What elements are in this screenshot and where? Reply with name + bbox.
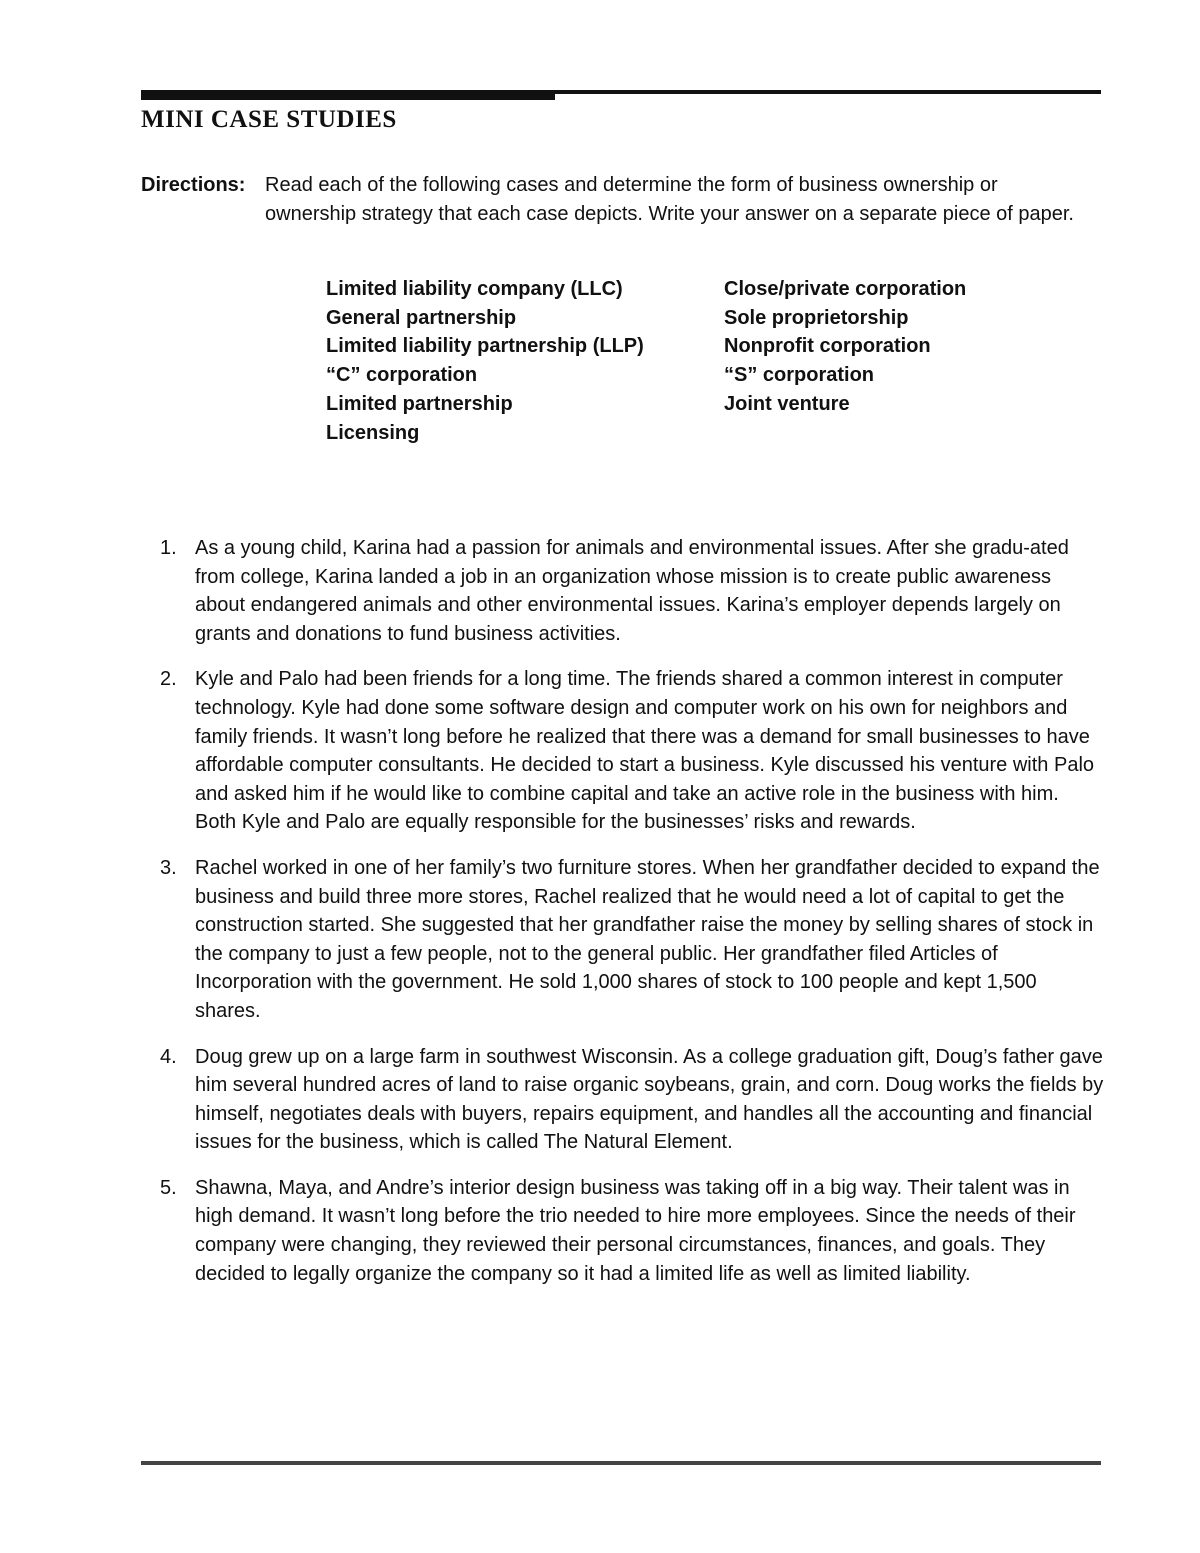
case-text: Shawna, Maya, and Andre’s interior design business was taking off in a big way. Their talent was in high demand. It wasn’t long before the trio needed to hire more employees. Since the needs of their company were changing, they reviewed their personal circumstances, finances, and goals. They decided to legally organize the company so it had a limited life as well as limited liability.	[195, 1176, 1076, 1285]
case-item	[160, 534, 1105, 648]
option-item: “S” corporation	[724, 364, 875, 387]
page-title: MINI CASE STUDIES	[141, 106, 397, 133]
case-number: 3.	[160, 856, 177, 879]
case-number: 2.	[160, 668, 177, 691]
options-column-left	[326, 275, 644, 447]
case-list	[160, 534, 1105, 1305]
option-item: Close/private corporation	[724, 278, 967, 300]
case-item	[160, 1174, 1105, 1288]
options-column-right	[724, 275, 966, 419]
option-item: Limited liability company (LLC)	[326, 278, 623, 300]
bottom-rule	[141, 1461, 1101, 1465]
option-item: Limited liability partnership (LLP)	[326, 335, 644, 358]
case-number: 5.	[160, 1176, 177, 1199]
case-item	[160, 854, 1105, 1026]
case-text: Kyle and Palo had been friends for a long time. The friends shared a common interest in computer technology. Kyle had done some software design and computer work on his own for neighbors and family friends. It wasn’t long before he realized that there was a demand for small businesses to have affordable computer consultants. He decided to start a business. Kyle discussed his venture with Palo and asked him if he would like to combine capital and take an active role in the business with him. Both Kyle and Palo are equally responsible for the businesses’ risks and rewards.	[195, 668, 1095, 834]
option-item: Nonprofit corporation	[724, 335, 931, 358]
case-text: As a young child, Karina had a passion for animals and environmental issues. After she gradu-ated from college, Karina landed a job in an organization whose mission is to create public awareness about endangered animals and other environmental issues. Karina’s employer depends largely on grants and donations to fund business activities.	[195, 537, 1069, 645]
case-number: 1.	[160, 537, 177, 559]
option-item: “C” corporation	[326, 364, 478, 387]
option-item: Sole proprietorship	[724, 306, 909, 329]
case-item	[160, 665, 1105, 837]
option-item: Limited partnership	[326, 392, 513, 415]
case-text: Rachel worked in one of her family’s two furniture stores. When her grandfather decided to expand the business and build three more stores, Rachel realized that he would need a lot of capital to get the construction started. She suggested that her grandfather raise the money by selling shares of stock in the company to just a few people, not to the general public. Her grandfather filed Articles of Incorporation with the government. He sold 1,000 shares of stock to 100 people and kept 1,500 shares.	[195, 856, 1100, 1022]
option-item: Licensing	[326, 421, 420, 444]
directions-text: Read each of the following cases and determine the form of business ownership or ownership strategy that each case depicts. Write your answer on a separate piece of paper.	[265, 174, 1074, 225]
top-rule-accent	[141, 90, 555, 100]
case-text: Doug grew up on a large farm in southwest Wisconsin. As a college graduation gift, Doug’s father gave him several hundred acres of land to raise organic soybeans, grain, and corn. Doug works the fields by himself, negotiates deals with buyers, repairs equipment, and handles all the accounting and financial issues for the business, which is called The Natural Element.	[195, 1045, 1104, 1154]
case-item	[160, 1043, 1105, 1157]
case-number: 4.	[160, 1045, 177, 1068]
option-item: Joint venture	[724, 392, 850, 415]
option-item: General partnership	[326, 306, 517, 329]
directions-label: Directions:	[141, 174, 246, 196]
